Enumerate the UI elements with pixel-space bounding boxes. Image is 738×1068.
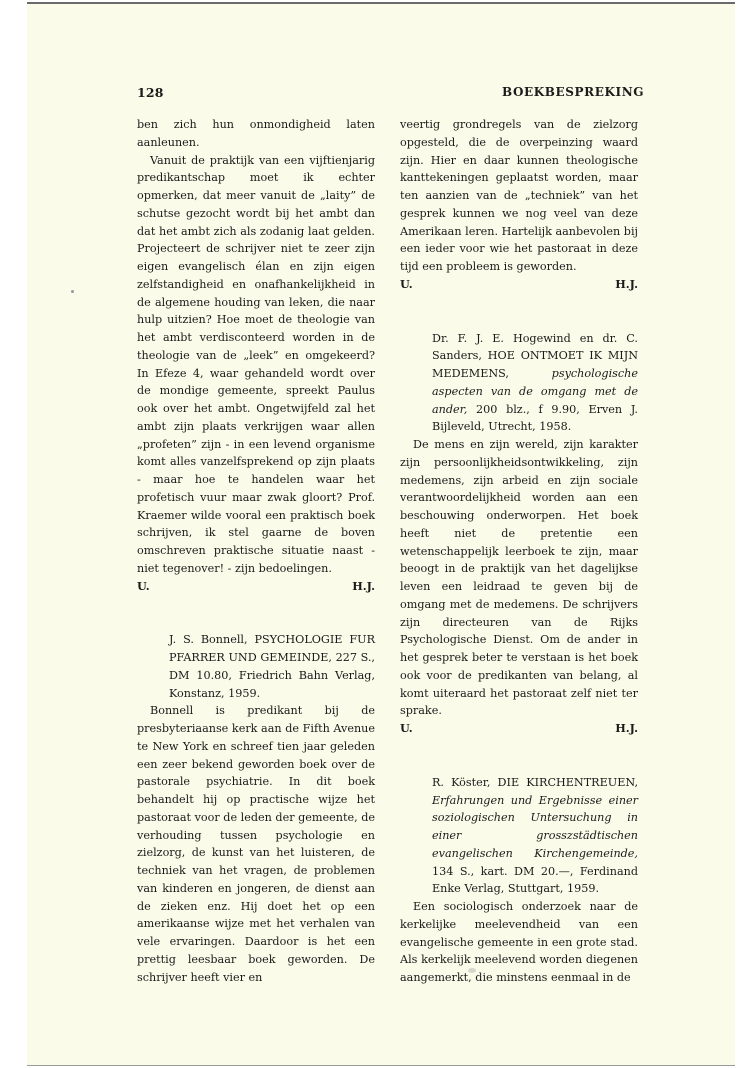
margin-speck	[71, 290, 74, 293]
paragraph-review-koster: Een sociologisch onderzoek naar de kerkelijke meelevendheid van een evangelische gemeente in een grote stad. Als kerkelijk meelevend worden diegenen aangemerkt, die minstens eenmaal in de	[400, 900, 638, 984]
left-column	[137, 116, 375, 986]
right-column	[400, 116, 638, 987]
book-entry-header-hogewind	[400, 330, 638, 437]
signature-initial-left: U.	[400, 721, 413, 735]
top-border-line	[27, 2, 735, 4]
signature-line	[137, 578, 375, 596]
book-entry-header-koster	[400, 774, 638, 898]
entry-header-italic: Erfahrungen und Ergebnisse einer soziologischen Untersuchung in einer grosszstädtischen evangelischen Kirchengemeinde,	[432, 793, 638, 860]
signature-initial-right: H.J.	[615, 721, 638, 735]
paragraph-continued: veertig grondregels van de zielzorg opgesteld, die de overpeinzing waard zijn. Hier en daar kunnen theologische kanttekeningen geplaatst worden, maar ten aanzien van de „techniek” van het gesprek kunnen we nog veel van deze Amerikaan leren. Hartelijk aanbevolen bij een ieder voor wie het pastoraat in deze tijd een probleem is geworden.	[400, 118, 639, 273]
page-number: 128	[137, 85, 164, 100]
paragraph-review-hogewind: De mens en zijn wereld, zijn karakter zijn persoonlijkheidsontwikkeling, zijn medemens, zijn arbeid en zijn sociale verantwoordelijkheid worden aan een beschouwing onderworpen. Het boek heeft niet de pretentie een wetenschappelijk leerboek te zijn, maar beoogt in de praktijk van het dagelijkse leven een leidraad te geven bij de omgang met de medemens. De schrijvers zijn directeuren van de Rijks Psychologische Dienst. Om de ander in het gesprek beter te verstaan is het boek ook voor de predikanten van belang, al komt uiteraard het pastoraat zelf niet ter sprake.	[400, 438, 638, 718]
signature-line	[400, 276, 638, 294]
bottom-border-line	[27, 1065, 735, 1066]
paragraph-review-bonnell: Bonnell is predikant bij de presbyteriaanse kerk aan de Fifth Avenue te New York en schreef tien jaar geleden een zeer bekend geworden boek over de pastorale psychiatrie. In dit boek behandelt hij op practische wijze het pastoraat voor de leden der gemeente, de verhouding tussen psychologie en zielzorg, de kunst van het luisteren, de techniek van het vragen, de problemen van kinderen en jongeren, de dienst aan de zieken enz. Hij doet het op een amerikaanse wijze met het verhalen van vele ervaringen. Daardoor is het een prettig leesbaar boek geworden. De schrijver heeft vier en	[137, 704, 375, 984]
entry-header-plain: R. Köster, DIE KIRCHENTREUEN,	[432, 775, 638, 789]
paragraph-review-commentary: Vanuit de praktijk van een vijftienjarig predikantschap moet ik echter opmerken, dat meer vanuit de „laity” de schutse gezocht wordt bij het ambt dan dat het ambt zich als zodanig laat gelden. Projecteert de schrijver niet te zeer zijn eigen evangelisch élan en zijn eigen zelfstandigheid en onafhankelijkheid in de algemene houding van leken, die naar hulp uitzien? Hoe moet de theologie van het ambt verdisconteerd worden in de theologie van de „leek” en omgekeerd? In Efeze 4, waar gehandeld wordt over de mondige gemeente, spreekt Paulus ook over het ambt. Ongetwijfeld zal het ambt zijn plaats verkrijgen waar allen „profeten” zijn - in een levend organisme komt alles vanzelfsprekend op zijn plaats - maar hoe te handelen waar het profetisch vuur maar zwak gloort? Prof. Kraemer wilde vooral een praktisch boek schrijven, ik stel gaarne de boven omschreven praktische situatie naast - niet tegenover! - zijn bedoelingen.	[137, 153, 375, 575]
book-entry-header-bonnell: J. S. Bonnell, PSYCHOLOGIE FUR PFARRER UND GEMEINDE, 227 S., DM 10.80, Friedrich Bahn Verlag, Konstanz, 1959.	[169, 633, 375, 700]
signature-line	[400, 720, 638, 738]
entry-header-italic: psychologische aspecten van de omgang met de ander,	[432, 367, 638, 416]
signature-initial-right: H.J.	[352, 578, 375, 593]
entry-header-plain: Dr. F. J. E. Hogewind en dr. C. Sanders, HOE ONTMOET IK MIJN MEDEMENS,	[432, 331, 638, 380]
signature-initial-left: U.	[137, 578, 150, 593]
running-head: BOEKBESPREKING	[502, 85, 645, 99]
entry-header-tail: 200 blz., f 9.90, Erven J. Bijleveld, Utrecht, 1958.	[432, 402, 638, 434]
signature-initial-left: U.	[400, 276, 413, 291]
entry-header-tail: 134 S., kart. DM 20.—, Ferdinand Enke Verlag, Stuttgart, 1959.	[432, 864, 638, 896]
signature-initial-right: H.J.	[615, 276, 638, 291]
paragraph-continued: ben zich hun onmondigheid laten aanleunen.	[137, 118, 375, 149]
